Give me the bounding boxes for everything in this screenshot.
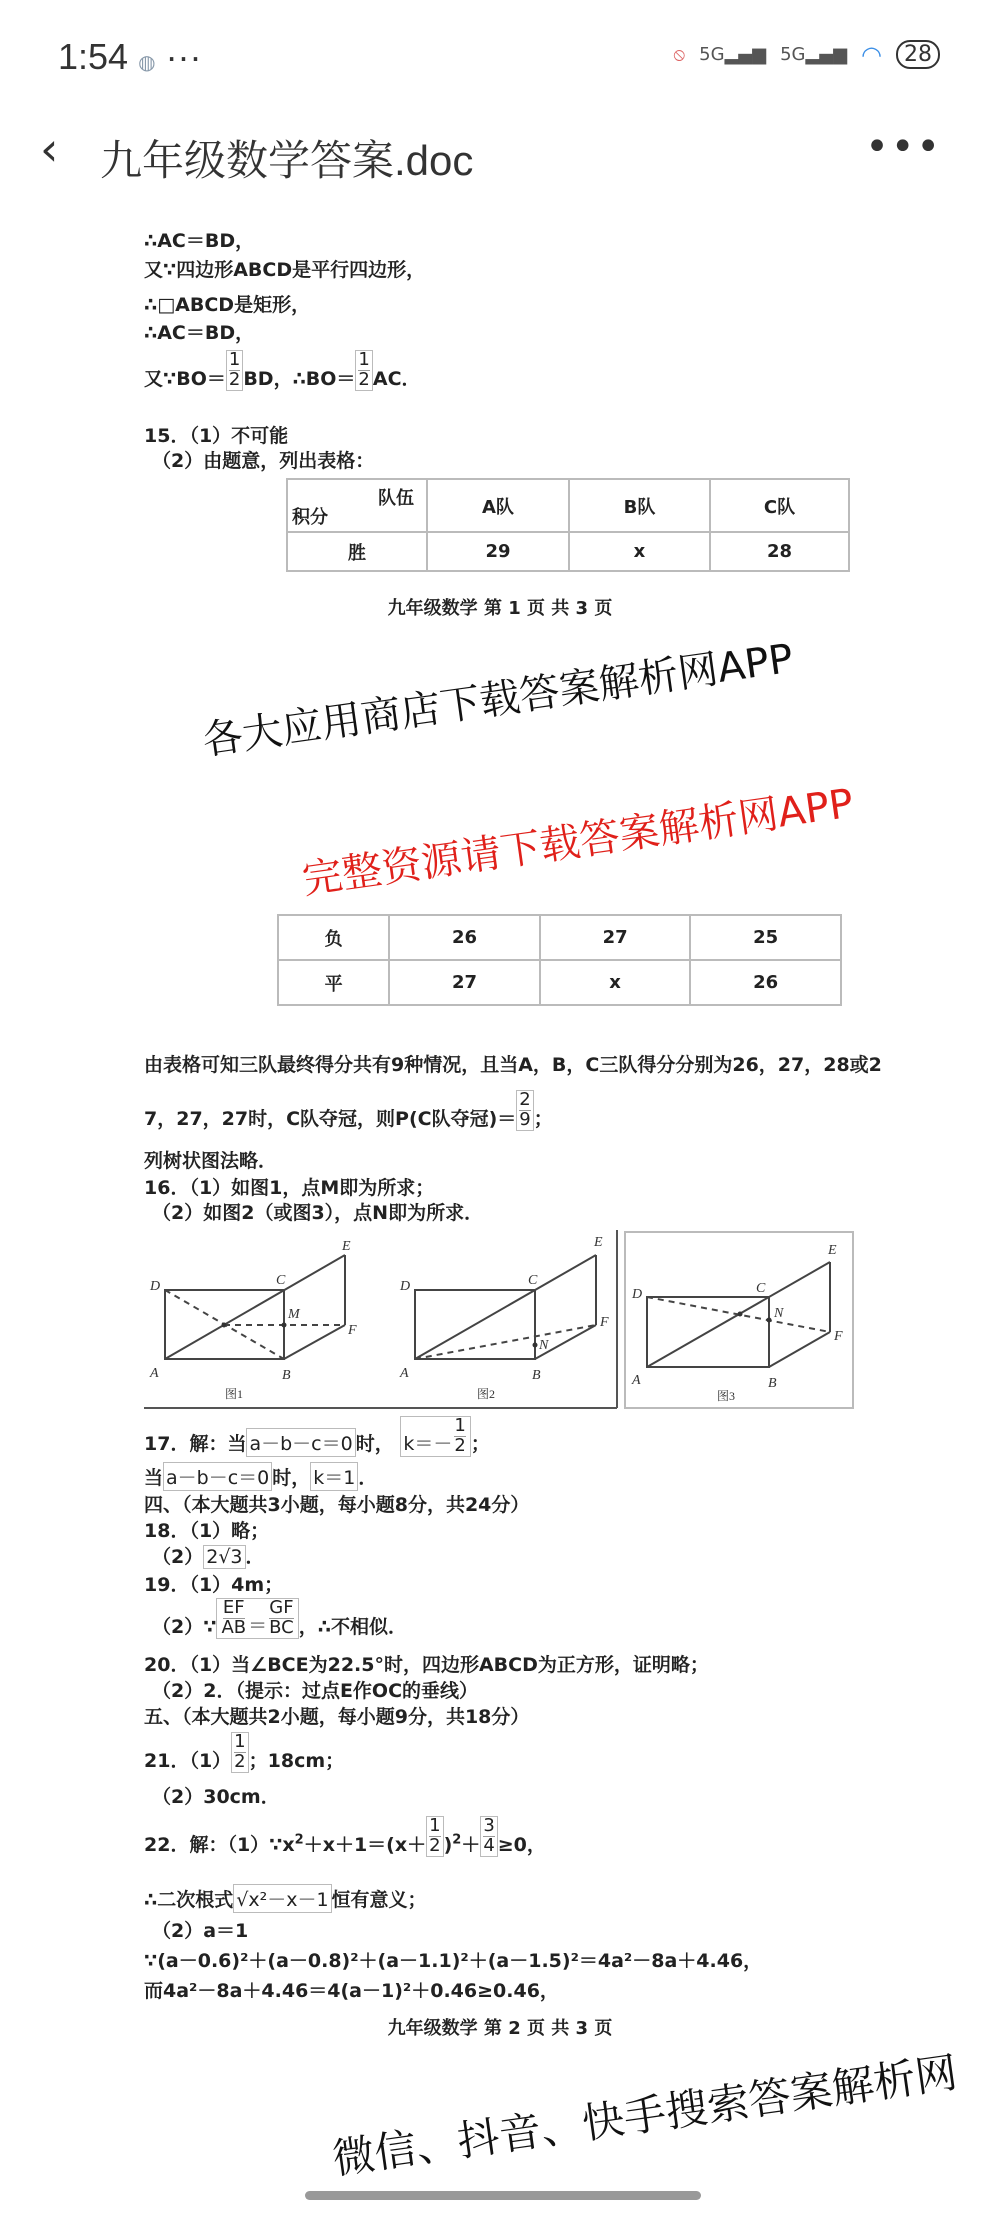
point-label: D [632, 1287, 643, 1302]
point-label: D [400, 1279, 411, 1294]
text-line: （2）a＝1 [152, 1920, 249, 1942]
cell: 25 [690, 915, 841, 960]
battery-icon: 28 [896, 40, 940, 69]
header-cell: C队 [710, 479, 849, 532]
page-footer: 九年级数学 第 2 页 共 3 页 [387, 2018, 613, 2039]
cell: 26 [690, 960, 841, 1005]
row-label: 胜 [287, 532, 427, 571]
point-label: F [348, 1323, 357, 1338]
cell: 29 [427, 532, 569, 571]
document-title: 九年级数学答案.doc [100, 137, 474, 184]
status-time: 1:54 ◍ ··· [58, 36, 202, 77]
figure-2 [415, 1255, 596, 1359]
watermark: 微信、抖音、快手搜索答案解析网 [329, 2047, 961, 2184]
figure-caption: 图3 [717, 1389, 736, 1403]
page-footer: 九年级数学 第 1 页 共 3 页 [387, 598, 613, 619]
point-label: C [528, 1273, 538, 1288]
text-line: ∵(a－0.6)²＋(a－0.8)²＋(a－1.1)²＋(a－1.5)²＝4a²－8a＋4.46， [144, 1950, 763, 1972]
point-label: B [282, 1368, 291, 1383]
text-line: 7，27，27时，C队夺冠，则P(C队夺冠)＝ $\frac{2}{9}$ ； [144, 1089, 553, 1130]
point-label: F [834, 1329, 843, 1344]
watermark-red: 完整资源请下载答案解析网APP [299, 780, 857, 904]
text-line: 16．（1）如图1，点M即为所求； [144, 1177, 435, 1199]
text-line: 当 a－b－c＝0 时， k＝1 ． [144, 1462, 377, 1491]
geometry-figures [0, 1222, 1000, 1412]
header-cell: B队 [569, 479, 710, 532]
point-label: A [632, 1373, 641, 1388]
cell: x [540, 960, 691, 1005]
row-label: 平 [278, 960, 389, 1005]
point-label: B [768, 1376, 777, 1391]
signal-icon-1: 5G▂▄▆ [699, 44, 767, 65]
text-line: （2）∵ $\frac{EF}{AB}$ ＝ $\frac{GF}{BC}$ ，∴不相似． [152, 1597, 407, 1638]
point-label: A [150, 1366, 159, 1381]
text-line: 又∵BO＝ $\frac{1}{2}$ BD，∴BO＝ $\frac{1}{2}$ AC． [144, 349, 421, 390]
figure-1 [165, 1255, 345, 1359]
section-heading: 五、（本大题共2小题，每小题9分，共18分） [144, 1706, 530, 1728]
text-line: ∴□ABCD是矩形， [144, 294, 311, 316]
cell: 27 [389, 960, 540, 1005]
text-line: ∴二次根式 √x²－x－1 恒有意义； [144, 1884, 427, 1913]
home-indicator[interactable] [305, 2191, 701, 2200]
text-line: 列树状图法略． [144, 1150, 278, 1172]
fraction: $\frac{1}{2}$ [231, 1732, 248, 1773]
text-line: （2）30cm． [152, 1786, 280, 1808]
text-line: ∴AC＝BD， [144, 322, 255, 344]
text-line: （2） 2√3 ． [152, 1546, 265, 1568]
text-line: 由表格可知三队最终得分共有9种情况，且当A，B，C三队得分分别为26，27，28或2 [144, 1054, 882, 1076]
cell: 27 [540, 915, 691, 960]
header-cell: A队 [427, 479, 569, 532]
text-line: （2）2．（提示：过点E作OC的垂线） [152, 1680, 479, 1702]
point-label: C [276, 1273, 286, 1288]
fraction: $\frac{1}{2}$ [226, 350, 243, 391]
point-label: E [828, 1243, 837, 1258]
text-line: 21．（1） $\frac{1}{2}$ ；18cm； [144, 1731, 345, 1772]
text-line: ∴AC＝BD， [144, 230, 255, 252]
fraction: $\frac{3}{4}$ [480, 1816, 497, 1857]
figure-caption: 图1 [225, 1387, 244, 1401]
cell: x [569, 532, 710, 571]
more-options-button[interactable]: ••• [865, 124, 942, 170]
point-label: D [150, 1279, 161, 1294]
signal-icon-2: 5G▂▄▆ [780, 44, 848, 65]
fraction: $\frac{2}{9}$ [516, 1090, 533, 1131]
point-label: A [400, 1366, 409, 1381]
cell: 28 [710, 532, 849, 571]
text-line: 17．解：当 a－b－c＝0 时， k＝－ $\frac{1}{2}$ ； [144, 1415, 490, 1456]
watermark: 各大应用商店下载答案解析网APP [199, 635, 796, 765]
point-label: N [774, 1306, 784, 1321]
text-line: （2）如图2（或图3），点N即为所求． [152, 1202, 484, 1224]
point-label: C [756, 1281, 766, 1296]
point-label: M [288, 1307, 300, 1322]
text-line: 20．（1）当∠BCE为22.5°时，四边形ABCD为正方形，证明略； [144, 1654, 709, 1676]
text-line: 18．（1）略； [144, 1520, 270, 1542]
text-line: 22．解：$(1)\because x^2+x+1=(x+$ $\frac{1}{2}$ )$^2$＋ $\frac{3}{4}$ ≥0， [144, 1815, 546, 1856]
point-label: N [539, 1338, 549, 1353]
text-line: 而4a²－8a＋4.46＝4(a－1)²＋0.46≥0.46， [144, 1980, 559, 2002]
point-label: E [342, 1239, 351, 1254]
figure-caption: 图2 [477, 1387, 496, 1401]
point-label: B [532, 1368, 541, 1383]
search-status-icon: ◍ [138, 52, 156, 74]
fraction: $\frac{1}{2}$ [355, 350, 372, 391]
corner-cell: 队伍 积分 [287, 479, 427, 532]
text-line: 19．（1）4m； [144, 1574, 284, 1596]
point-label: E [594, 1235, 603, 1250]
point-label: F [600, 1315, 609, 1330]
mute-icon: ⦸ [673, 44, 686, 65]
score-table-part1 [286, 478, 850, 572]
cell: 26 [389, 915, 540, 960]
section-heading: 四、（本大题共3小题，每小题8分，共24分） [144, 1494, 530, 1516]
wifi-icon: ◠ [861, 40, 882, 69]
score-table-part2 [277, 914, 842, 1006]
fraction: $\frac{1}{2}$ [426, 1816, 443, 1857]
row-label: 负 [278, 915, 389, 960]
text-line: 又∵四边形ABCD是平行四边形， [144, 259, 426, 281]
text-line: 15．（1）不可能 [144, 425, 289, 447]
status-icons [673, 40, 940, 69]
text-line: （2）由题意，列出表格： [152, 450, 375, 472]
back-button[interactable]: ‹ [40, 122, 59, 176]
